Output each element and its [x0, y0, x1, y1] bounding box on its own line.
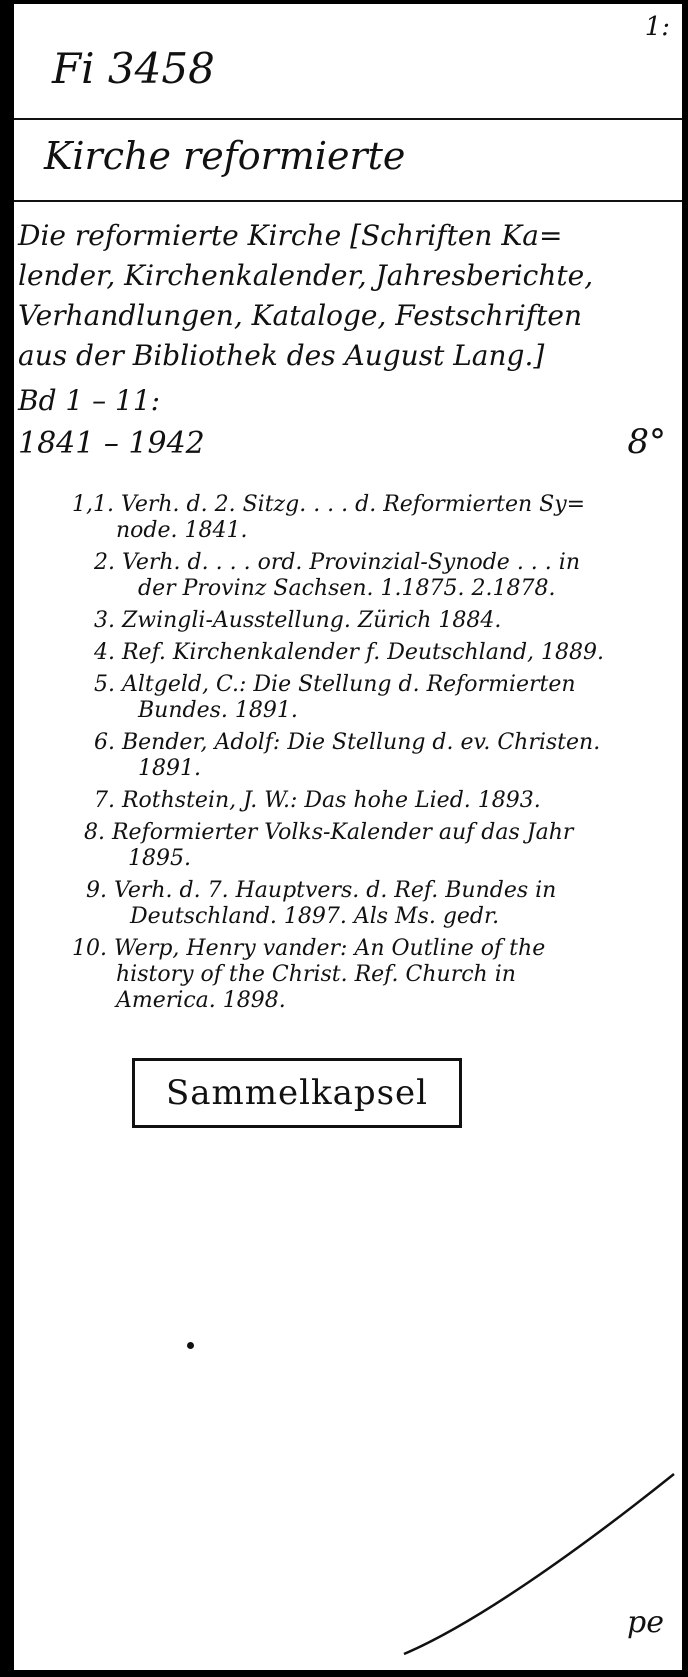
- volume-range: Bd 1 – 11:: [18, 384, 161, 417]
- contents-item-line: node. 1841.: [116, 518, 248, 543]
- title-entry: [18, 216, 668, 376]
- contents-item: [94, 788, 672, 814]
- title-line: aus der Bibliothek des August Lang.]: [18, 339, 545, 372]
- collection-stamp: [132, 1058, 462, 1128]
- divider-line: [14, 200, 682, 202]
- contents-item-line: 9. Verh. d. 7. Hauptvers. d. Ref. Bundes in: [86, 878, 557, 903]
- contents-item-line: Bundes. 1891.: [138, 698, 298, 723]
- divider-line: [14, 118, 682, 120]
- contents-item-line: 10. Werp, Henry vander: An Outline of the: [72, 936, 546, 961]
- contents-item: [86, 878, 672, 930]
- contents-item: [94, 730, 672, 782]
- contents-item-line: 1895.: [128, 846, 191, 871]
- corner-number: 1:: [644, 12, 670, 42]
- stamp-text: Sammelkapsel: [165, 1073, 429, 1113]
- contents-item-line: 6. Bender, Adolf: Die Stellung d. ev. Christen.: [94, 730, 601, 755]
- contents-item-line: der Provinz Sachsen. 1.1875. 2.1878.: [138, 576, 556, 601]
- contents-item: [72, 492, 672, 544]
- catalog-card: [14, 4, 682, 1670]
- year-range: 1841 – 1942: [18, 426, 205, 461]
- contents-item-line: history of the Christ. Ref. Church in: [116, 962, 516, 987]
- contents-item-line: 4. Ref. Kirchenkalender f. Deutschland, 1889.: [94, 640, 605, 665]
- contents-item: [94, 550, 672, 602]
- contents-item-line: 1891.: [138, 756, 201, 781]
- ink-dot: [187, 1342, 194, 1349]
- contents-item-line: 7. Rothstein, J. W.: Das hohe Lied. 1893.: [94, 788, 541, 813]
- subject-heading: Kirche reformierte: [44, 134, 406, 178]
- title-line: Verhandlungen, Kataloge, Festschriften: [18, 299, 583, 332]
- contents-item-line: America. 1898.: [116, 988, 286, 1013]
- contents-item-line: 3. Zwingli-Ausstellung. Zürich 1884.: [94, 608, 502, 633]
- contents-item: [94, 608, 672, 634]
- corner-initials: pe: [627, 1605, 664, 1640]
- contents-item-line: Deutschland. 1897. Als Ms. gedr.: [130, 904, 500, 929]
- contents-item-line: 5. Altgeld, C.: Die Stellung d. Reformierten: [94, 672, 576, 697]
- contents-item-line: 8. Reformierter Volks-Kalender auf das Jahr: [84, 820, 574, 845]
- contents-item: [84, 820, 672, 872]
- contents-item-line: 2. Verh. d. . . . ord. Provinzial-Synode . . . in: [94, 550, 580, 575]
- contents-item: [94, 672, 672, 724]
- contents-list: [72, 492, 672, 1020]
- title-line: Die reformierte Kirche [Schriften Ka=: [18, 219, 563, 252]
- contents-item: [94, 640, 672, 666]
- contents-item-line: 1,1. Verh. d. 2. Sitzg. . . . d. Reformierten Sy=: [72, 492, 586, 517]
- shelfmark: Fi 3458: [52, 44, 215, 93]
- contents-item: [72, 936, 672, 1014]
- format-mark: 8°: [627, 422, 666, 462]
- title-line: lender, Kirchenkalender, Jahresberichte,: [18, 259, 594, 292]
